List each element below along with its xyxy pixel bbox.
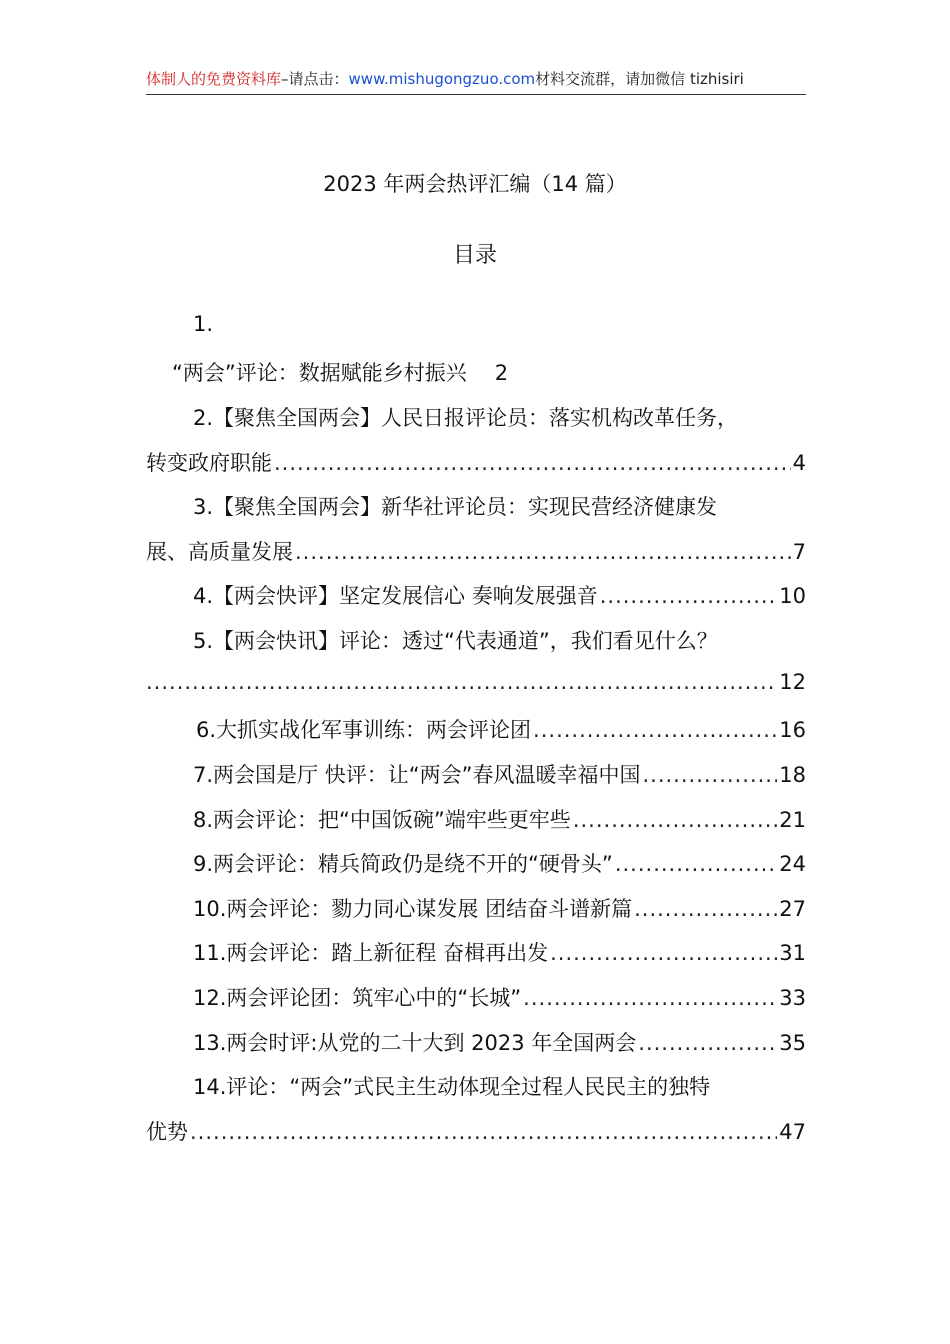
toc-item-12-page: 33: [779, 986, 806, 1010]
toc-item-12-text: 两会评论团：筑牢心中的“长城”: [226, 986, 522, 1010]
toc-item-5-number: 5.: [193, 629, 214, 653]
toc-item-5-cont[interactable]: [146, 670, 806, 694]
leader-dots: [533, 718, 777, 742]
toc-item-7-page: 18: [779, 763, 806, 787]
toc-item-13-text: 两会时评:从党的二十大到 2023 年全国两会: [226, 1031, 637, 1055]
toc-item-3-page: 7: [792, 540, 806, 564]
toc-item-12-number: 12.: [193, 986, 227, 1010]
toc-item-4-number: 4.: [193, 584, 214, 608]
page-header: [146, 68, 806, 95]
toc-item-6-text: 大抓实战化军事训练：两会评论团: [216, 718, 532, 742]
toc-item-12[interactable]: [193, 982, 806, 1012]
toc-item-2[interactable]: [193, 402, 738, 432]
toc-item-2-cont[interactable]: [146, 447, 806, 477]
toc-item-14-number: 14.: [193, 1075, 227, 1099]
toc-item-6-page: 16: [779, 718, 806, 742]
toc-item-1[interactable]: [172, 357, 508, 387]
site-name: 体制人的免费资料库: [146, 70, 282, 88]
leader-dots: [573, 808, 777, 832]
leader-dots: [615, 852, 777, 876]
toc-item-10-page: 27: [779, 897, 806, 921]
toc-item-4-text: 【两会快评】坚定发展信心 奏响发展强音: [213, 584, 598, 608]
leader-dots: [295, 540, 791, 564]
toc-item-3-number: 3.: [193, 495, 214, 519]
leader-dots: [523, 986, 777, 1010]
toc-item-2-number: 2.: [193, 406, 214, 430]
toc-item-9-page: 24: [779, 852, 806, 876]
toc-item-10-text: 两会评论：勠力同心谋发展 团结奋斗谱新篇: [226, 897, 633, 921]
toc-item-14-text-a: 评论：“两会”式民主生动体现全过程人民民主的独特: [226, 1075, 711, 1099]
toc-item-14-cont[interactable]: [146, 1116, 806, 1146]
toc-item-4-page: 10: [779, 584, 806, 608]
toc-item-11-page: 31: [779, 941, 806, 965]
toc-item-13[interactable]: [193, 1027, 806, 1057]
toc-item-8-number: 8.: [193, 808, 214, 832]
toc-item-5[interactable]: [193, 625, 718, 655]
site-url-link[interactable]: www.mishugongzuo.com: [348, 70, 536, 88]
toc-item-2-text-b: 转变政府职能: [146, 451, 272, 475]
toc-item-1-page: 2: [494, 361, 509, 385]
toc-item-4[interactable]: [193, 580, 806, 610]
toc-item-5-text: 【两会快讯】评论：透过“代表通道”，我们看见什么？: [213, 629, 718, 653]
leader-dots: [638, 1031, 777, 1055]
toc-item-9-number: 9.: [193, 852, 214, 876]
header-prompt: –请点击：: [281, 70, 349, 88]
toc-item-9-text: 两会评论：精兵简政仍是绕不开的“硬骨头”: [213, 852, 613, 876]
toc-item-6-number: 6.: [196, 718, 217, 742]
toc-item-11-text: 两会评论：踏上新征程 奋楫再出发: [226, 941, 549, 965]
toc-item-3-text-a: 【聚焦全国两会】新华社评论员：实现民营经济健康发: [213, 495, 718, 519]
toc-item-5-page: 12: [779, 670, 806, 694]
toc-item-11-number: 11.: [193, 941, 227, 965]
toc-item-6[interactable]: [196, 714, 806, 744]
toc-item-8-text: 两会评论：把“中国饭碗”端牢些更牢些: [213, 808, 571, 832]
document-title: 2023 年两会热评汇编（14 篇）: [323, 172, 627, 196]
leader-dots: [642, 763, 777, 787]
toc-item-14-text-b: 优势: [146, 1120, 188, 1144]
header-note: 材料交流群，请加微信 tizhisiri: [535, 70, 744, 88]
toc-item-13-number: 13.: [193, 1031, 227, 1055]
toc-item-14[interactable]: [193, 1071, 710, 1101]
leader-dots: [146, 670, 777, 694]
toc-heading: 目录: [452, 243, 497, 268]
toc-item-11[interactable]: [193, 937, 806, 967]
toc-item-10-number: 10.: [193, 897, 227, 921]
toc-item-8[interactable]: [193, 804, 806, 834]
toc-item-14-page: 47: [779, 1120, 806, 1144]
toc-item-3-text-b: 展、高质量发展: [146, 540, 293, 564]
leader-dots: [274, 451, 791, 475]
toc-item-9[interactable]: [193, 848, 806, 878]
toc-item-2-page: 4: [792, 451, 806, 475]
toc-item-1-number: 1.: [193, 312, 214, 336]
toc-item-1-text: “两会”评论：数据赋能乡村振兴: [172, 361, 467, 385]
leader-dots: [600, 584, 778, 608]
toc-item-2-text-a: 【聚焦全国两会】人民日报评论员：落实机构改革任务，: [213, 406, 739, 430]
toc-item-13-page: 35: [779, 1031, 806, 1055]
toc-item-3-cont[interactable]: [146, 536, 806, 566]
leader-dots: [634, 897, 777, 921]
toc-item-3[interactable]: [193, 491, 717, 521]
leader-dots: [550, 941, 777, 965]
toc-item-8-page: 21: [779, 808, 806, 832]
toc-item-7[interactable]: [193, 759, 806, 789]
toc-item-10[interactable]: [193, 893, 806, 923]
leader-dots: [190, 1120, 777, 1144]
toc-item-7-number: 7.: [193, 763, 214, 787]
toc-item-7-text: 两会国是厅 快评：让“两会”春风温暖幸福中国: [213, 763, 641, 787]
